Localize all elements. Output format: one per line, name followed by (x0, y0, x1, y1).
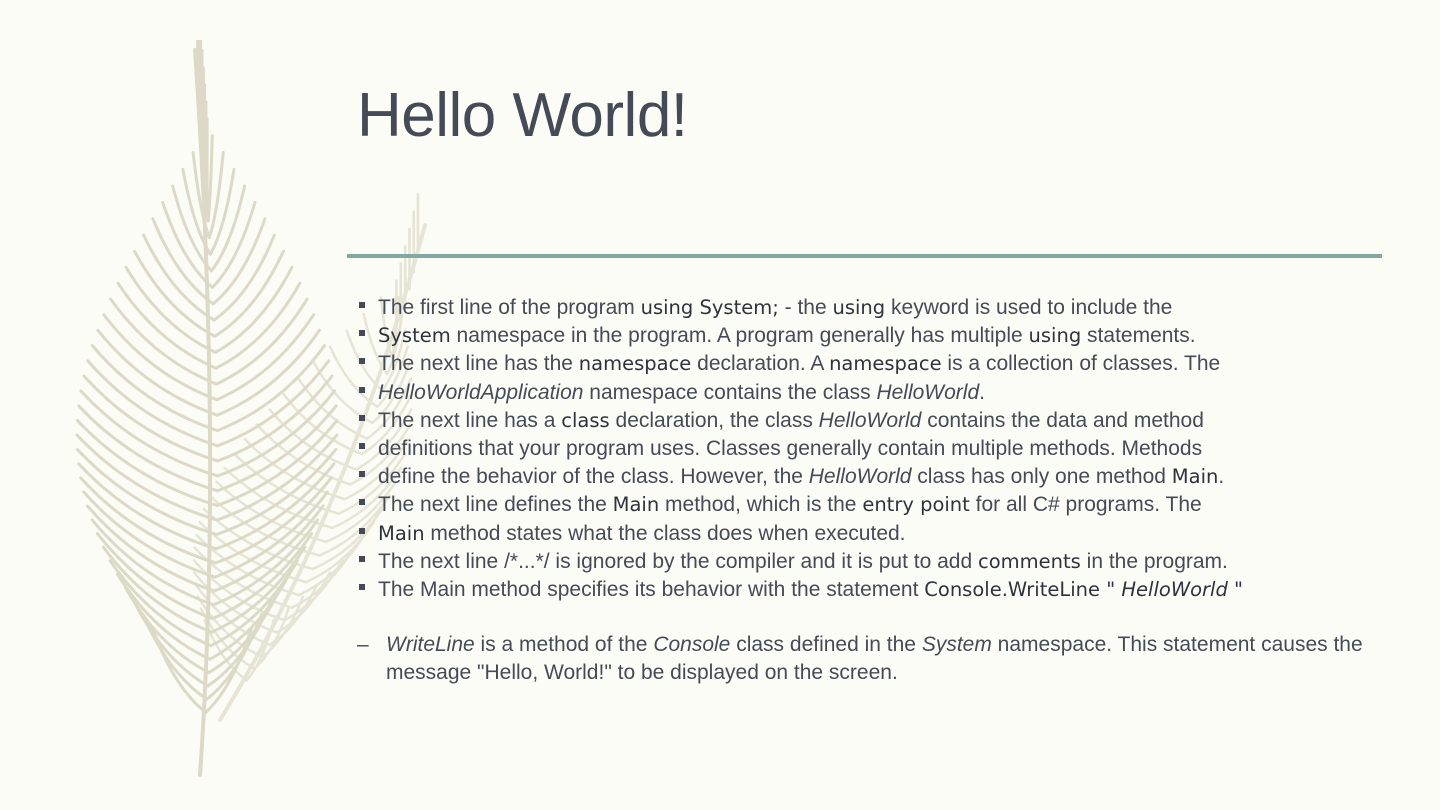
bullet-line (357, 491, 1377, 519)
slide-title: Hello World! (357, 81, 688, 150)
text-run: The Main method specifies its behavior with the statement (378, 578, 925, 602)
emphasis-run: " (1227, 578, 1244, 602)
text-run: declaration. A (691, 352, 830, 376)
emphasis-run: using (832, 296, 886, 319)
title-divider (347, 254, 1382, 258)
emphasis-run: Console.WriteLine " (924, 578, 1122, 602)
bullet-line (357, 576, 1377, 604)
sub-bullet-dash: – (357, 633, 369, 657)
emphasis-run: Main (378, 521, 425, 545)
text-run: namespace contains the class (583, 380, 877, 404)
emphasis-run: System (378, 324, 451, 348)
sub-bullet-text (386, 633, 1363, 684)
feather-front (77, 40, 337, 775)
bullet-line (357, 294, 1377, 322)
text-run: keyword is used to include the (885, 296, 1173, 319)
emphasis-run: using (1028, 324, 1082, 348)
text-run: definitions that your program uses. Classes generally contain multiple methods. Methods (378, 437, 1203, 461)
bullet-line (357, 548, 1377, 576)
text-run: The next line has a (378, 408, 562, 432)
emphasis-run: WriteLine (386, 633, 475, 657)
emphasis-run: HelloWorldApplication (378, 380, 584, 404)
text-run: method, which is the (659, 493, 863, 517)
text-run: . (979, 380, 985, 404)
text-run: The next line has the (378, 352, 579, 376)
text-run: for all C# programs. The (969, 493, 1202, 517)
bullet-line (357, 463, 1377, 491)
bullet-line (357, 322, 1377, 350)
emphasis-run: Console (653, 633, 731, 657)
text-run: statements. (1081, 324, 1196, 348)
emphasis-run: entry point (862, 493, 970, 517)
text-run: is a method of the (474, 633, 654, 657)
text-run: The next line defines the (378, 493, 613, 517)
emphasis-run: HelloWorld (808, 465, 912, 489)
text-run: contains the data and method (921, 408, 1204, 432)
emphasis-run: class (561, 408, 610, 432)
slide-body (357, 294, 1377, 688)
bullet-line (357, 407, 1377, 435)
emphasis-run: using System; (640, 296, 779, 319)
text-run: is a collection of classes. The (941, 352, 1221, 376)
emphasis-run: HelloWorld (1121, 578, 1228, 602)
text-run: The first line of the program (378, 296, 641, 319)
bullet-line (357, 520, 1377, 548)
bullet-line (357, 350, 1377, 378)
text-run: define the behavior of the class. However, the (378, 465, 809, 489)
text-run: namespace. This statement causes the message "Hello, World!" to be displayed on the screen. (386, 633, 1363, 685)
text-run: namespace in the program. A program generally has multiple (450, 324, 1029, 348)
emphasis-run: namespace (829, 352, 942, 376)
emphasis-run: System (921, 633, 992, 657)
emphasis-run: Main (1171, 465, 1219, 489)
text-run: class has only one method (911, 465, 1172, 489)
emphasis-run: HelloWorld (818, 408, 922, 432)
emphasis-run: namespace (578, 352, 692, 376)
text-run: The next line /*...*/ is ignored by the compiler and it is put to add (378, 549, 978, 573)
text-run: method states what the class does when executed. (424, 521, 906, 545)
text-run: - the (778, 296, 833, 319)
emphasis-run: Main (612, 493, 660, 517)
bullet-list (357, 294, 1377, 604)
text-run: declaration, the class (609, 408, 819, 432)
text-run: in the program. (1080, 549, 1228, 573)
emphasis-run: comments (978, 549, 1081, 573)
text-run: class defined in the (730, 633, 922, 657)
sub-bullet (357, 631, 1377, 687)
bullet-line (357, 379, 1377, 407)
text-run: . (1218, 465, 1225, 489)
bullet-line (357, 435, 1377, 463)
emphasis-run: HelloWorld (876, 380, 980, 404)
